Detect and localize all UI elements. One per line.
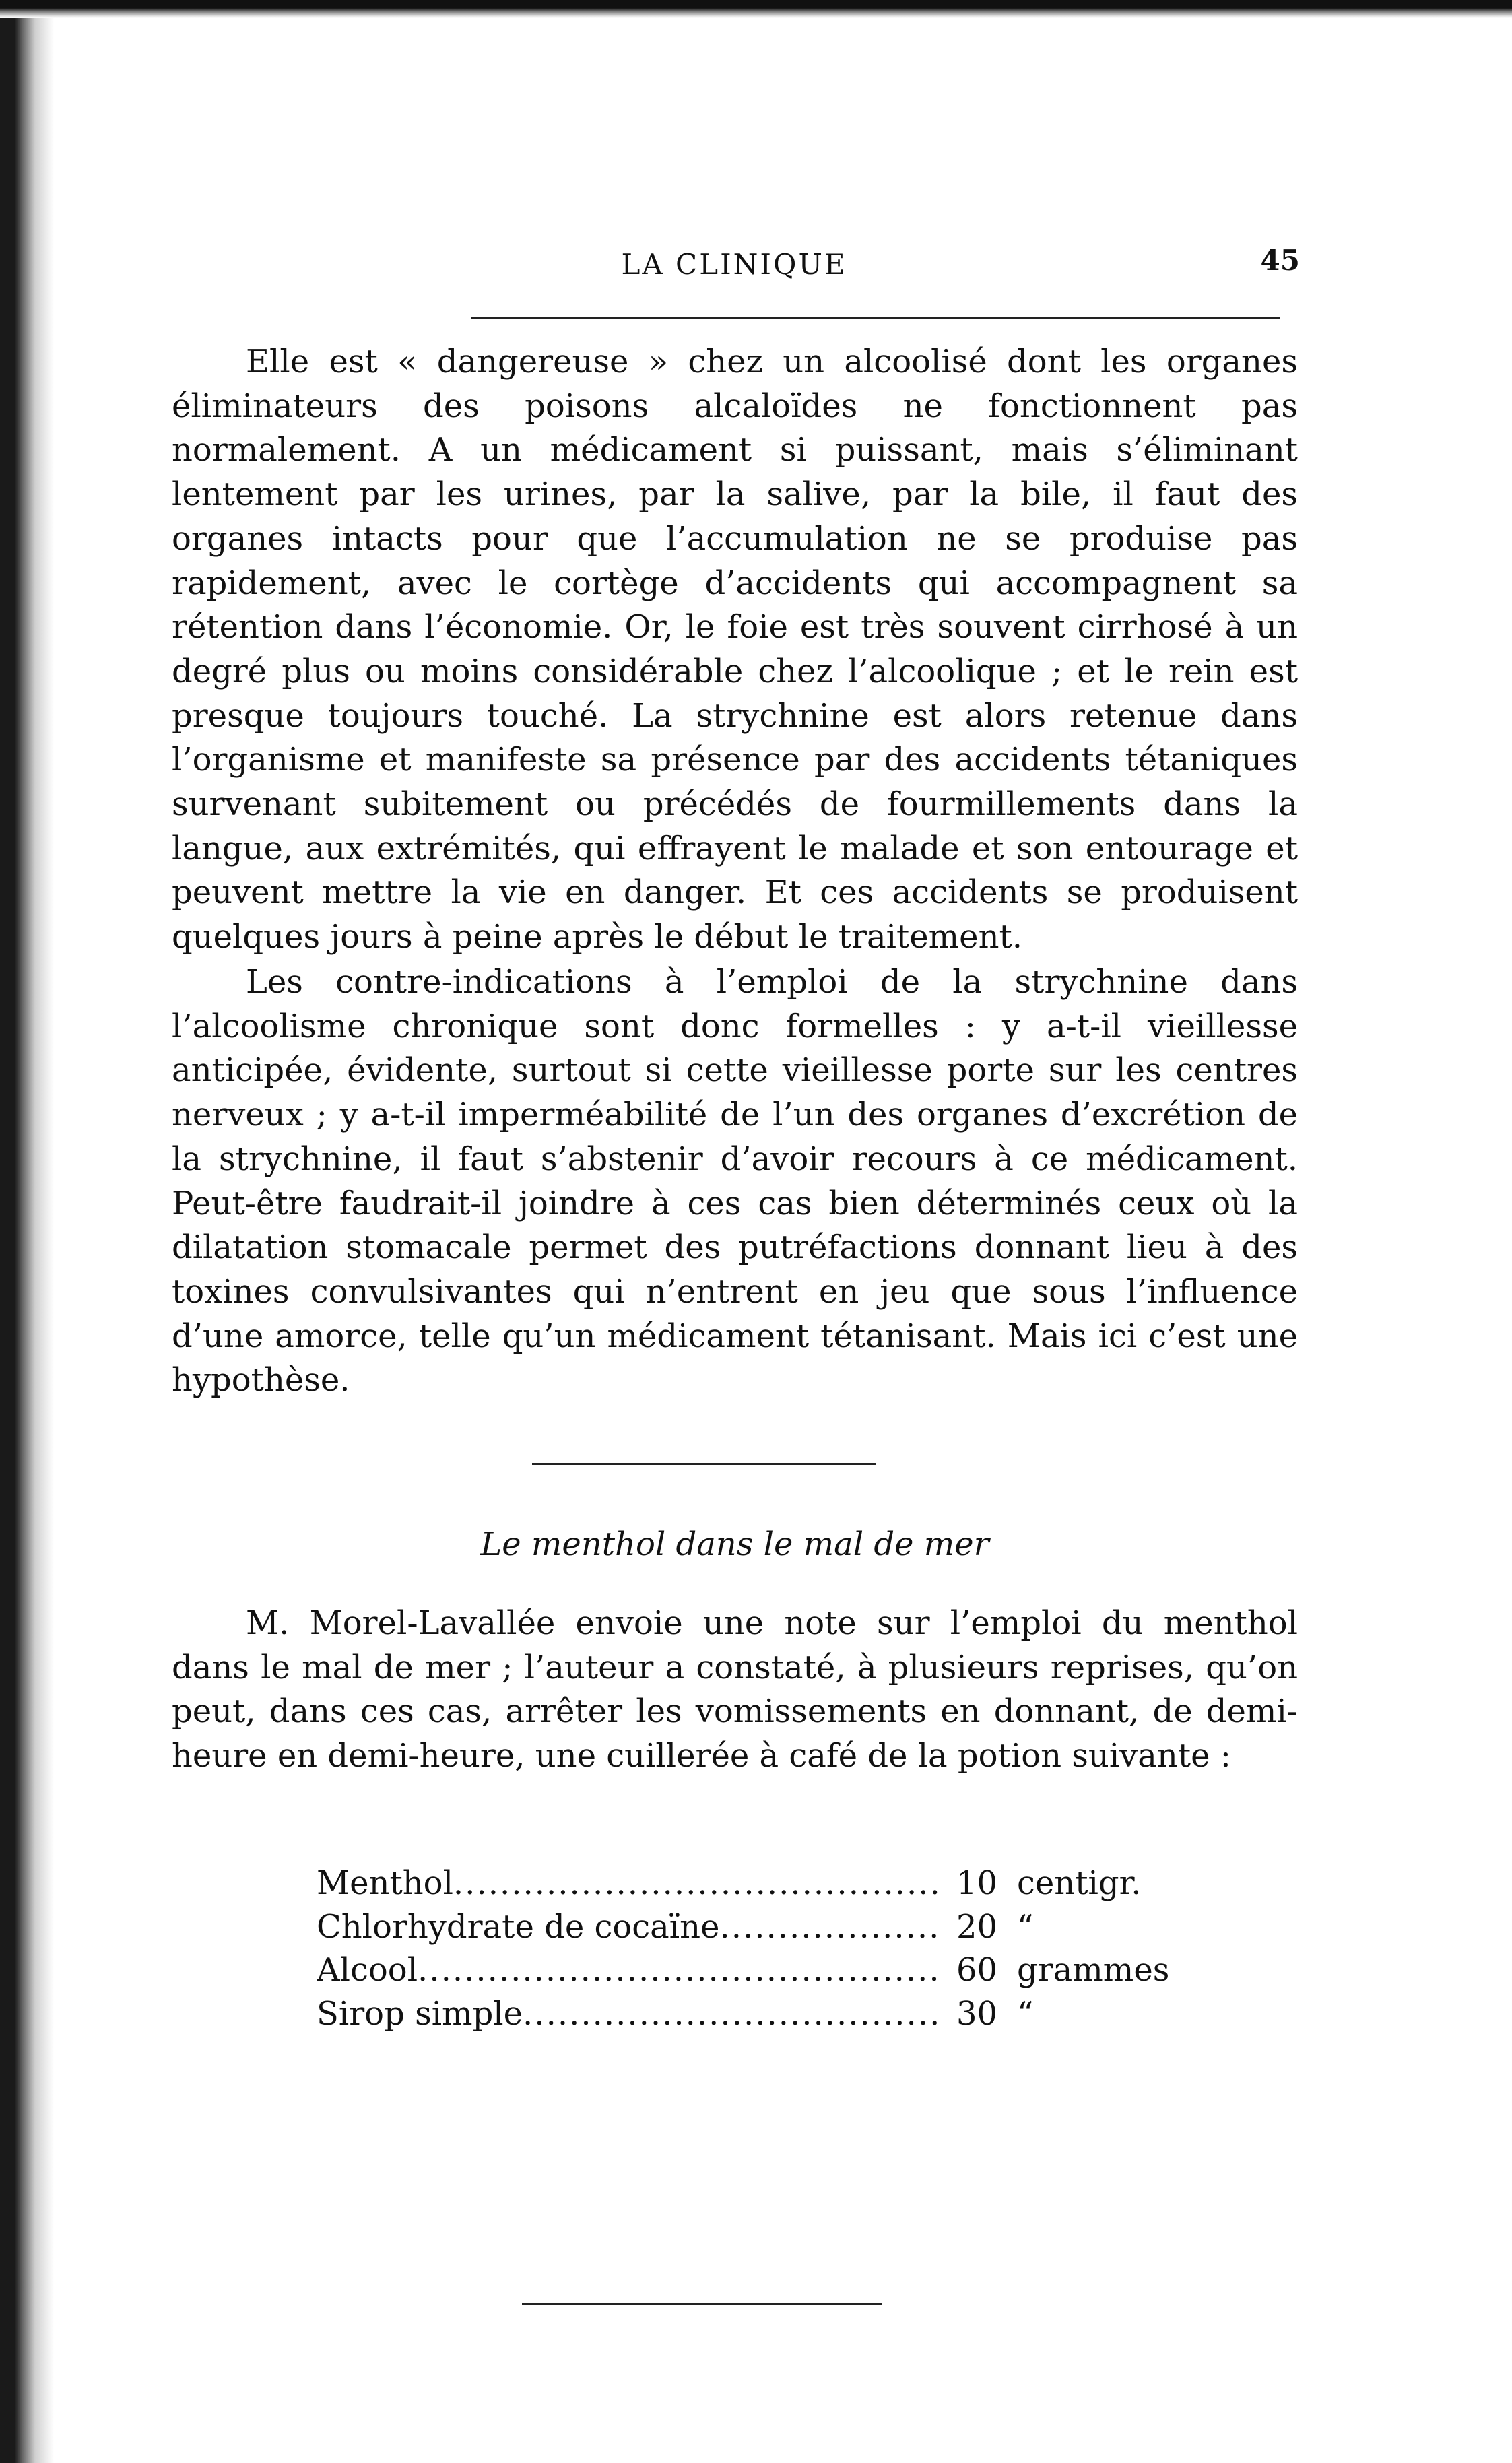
leader-dots [523, 1995, 943, 2033]
section-paragraph-block [172, 1602, 1298, 1779]
ingredient-quantity: 30 [956, 1994, 998, 2033]
formula-row [317, 1992, 1206, 2036]
scan-top-edge [0, 0, 1512, 18]
ingredient-name: Chlorhydrate de cocaïne [317, 1907, 720, 1946]
ingredient-unit: grammes [1017, 1951, 1170, 1990]
page-number: 45 [1260, 244, 1300, 277]
scan-left-edge [0, 0, 54, 2463]
header-rule [471, 317, 1280, 319]
formula-table [317, 1862, 1206, 2035]
formula-row [317, 1862, 1206, 1905]
formula-row [317, 1948, 1206, 1992]
ingredient-unit: “ [1017, 1994, 1034, 2033]
ingredient-name: Menthol [317, 1864, 453, 1903]
ingredient-unit: “ [1017, 1907, 1034, 1946]
leader-dots [453, 1864, 943, 1902]
ingredient-quantity: 20 [956, 1907, 998, 1946]
body-paragraph-1-block [172, 340, 1298, 960]
ingredient-unit: centigr. [1017, 1864, 1142, 1903]
ingredient-quantity: 60 [956, 1951, 998, 1990]
section-paragraph: M. Morel-Lavallée envoie une note sur l’emploi du menthol dans le mal de mer ; l’auteur a constaté, à plusieurs reprises, qu’on peut, dans ces cas, arrêter les vomissements en donnant, de demi-heure en demi-heure, une cuillerée à café de la potion suivante : [172, 1604, 1298, 1775]
section-title: Le menthol dans le mal de mer [480, 1525, 989, 1563]
body-paragraph-2-block [172, 960, 1298, 1403]
leader-dots [418, 1951, 943, 1989]
page-header [168, 242, 1300, 290]
bottom-rule [522, 2303, 882, 2305]
formula-row [317, 1905, 1206, 1949]
ingredient-name: Alcool [317, 1951, 418, 1990]
body-paragraph: Les contre-indications à l’emploi de la strychnine dans l’alcoolisme chronique sont donc formelles : y a-t-il vieillesse anticipée, évidente, surtout si cette vieillesse porte sur les centres nerveux ; y a-t-il imperméabilité de l’un des organes d’excrétion de la strychnine, il faut s’abstenir d’avoir recours à ce médicament. Peut-être faudrait-il joindre à ces cas bien déterminés ceux où la dilatation stomacale permet des putréfactions donnant lieu à des toxines convulsivantes qui n’entrent en jeu que sous l’influence d’une amorce, telle qu’un médicament tétanisant. Mais ici c’est une hypothèse. [172, 963, 1298, 1400]
leader-dots [719, 1908, 943, 1946]
section-separator [532, 1463, 876, 1465]
running-title: LA CLINIQUE [621, 248, 847, 281]
body-paragraph: Elle est « dangereuse » chez un alcoolisé dont les organes éliminateurs des poisons alcaloïdes ne fonctionnent pas normalement. A un médicament si puissant, mais s’éliminant lentement par les urines, par la salive, par la bile, il faut des organes intacts pour que l’accumulation ne se produise pas rapidement, avec le cortège d’accidents qui accompagnent sa rétention dans l’économie. Or, le foie est très souvent cirrhosé à un degré plus ou moins considérable chez l’alcoolique ; et le rein est presque toujours touché. La strychnine est alors retenue dans l’organisme et manifeste sa présence par des accidents tétaniques survenant subitement ou précédés de fourmillements dans la langue, aux extrémités, qui effrayent le malade et son entourage et peuvent mettre la vie en danger. Et ces accidents se produisent quelques jours à peine après le début le traitement. [172, 343, 1298, 956]
ingredient-quantity: 10 [956, 1864, 998, 1903]
ingredient-name: Sirop simple [317, 1994, 523, 2033]
